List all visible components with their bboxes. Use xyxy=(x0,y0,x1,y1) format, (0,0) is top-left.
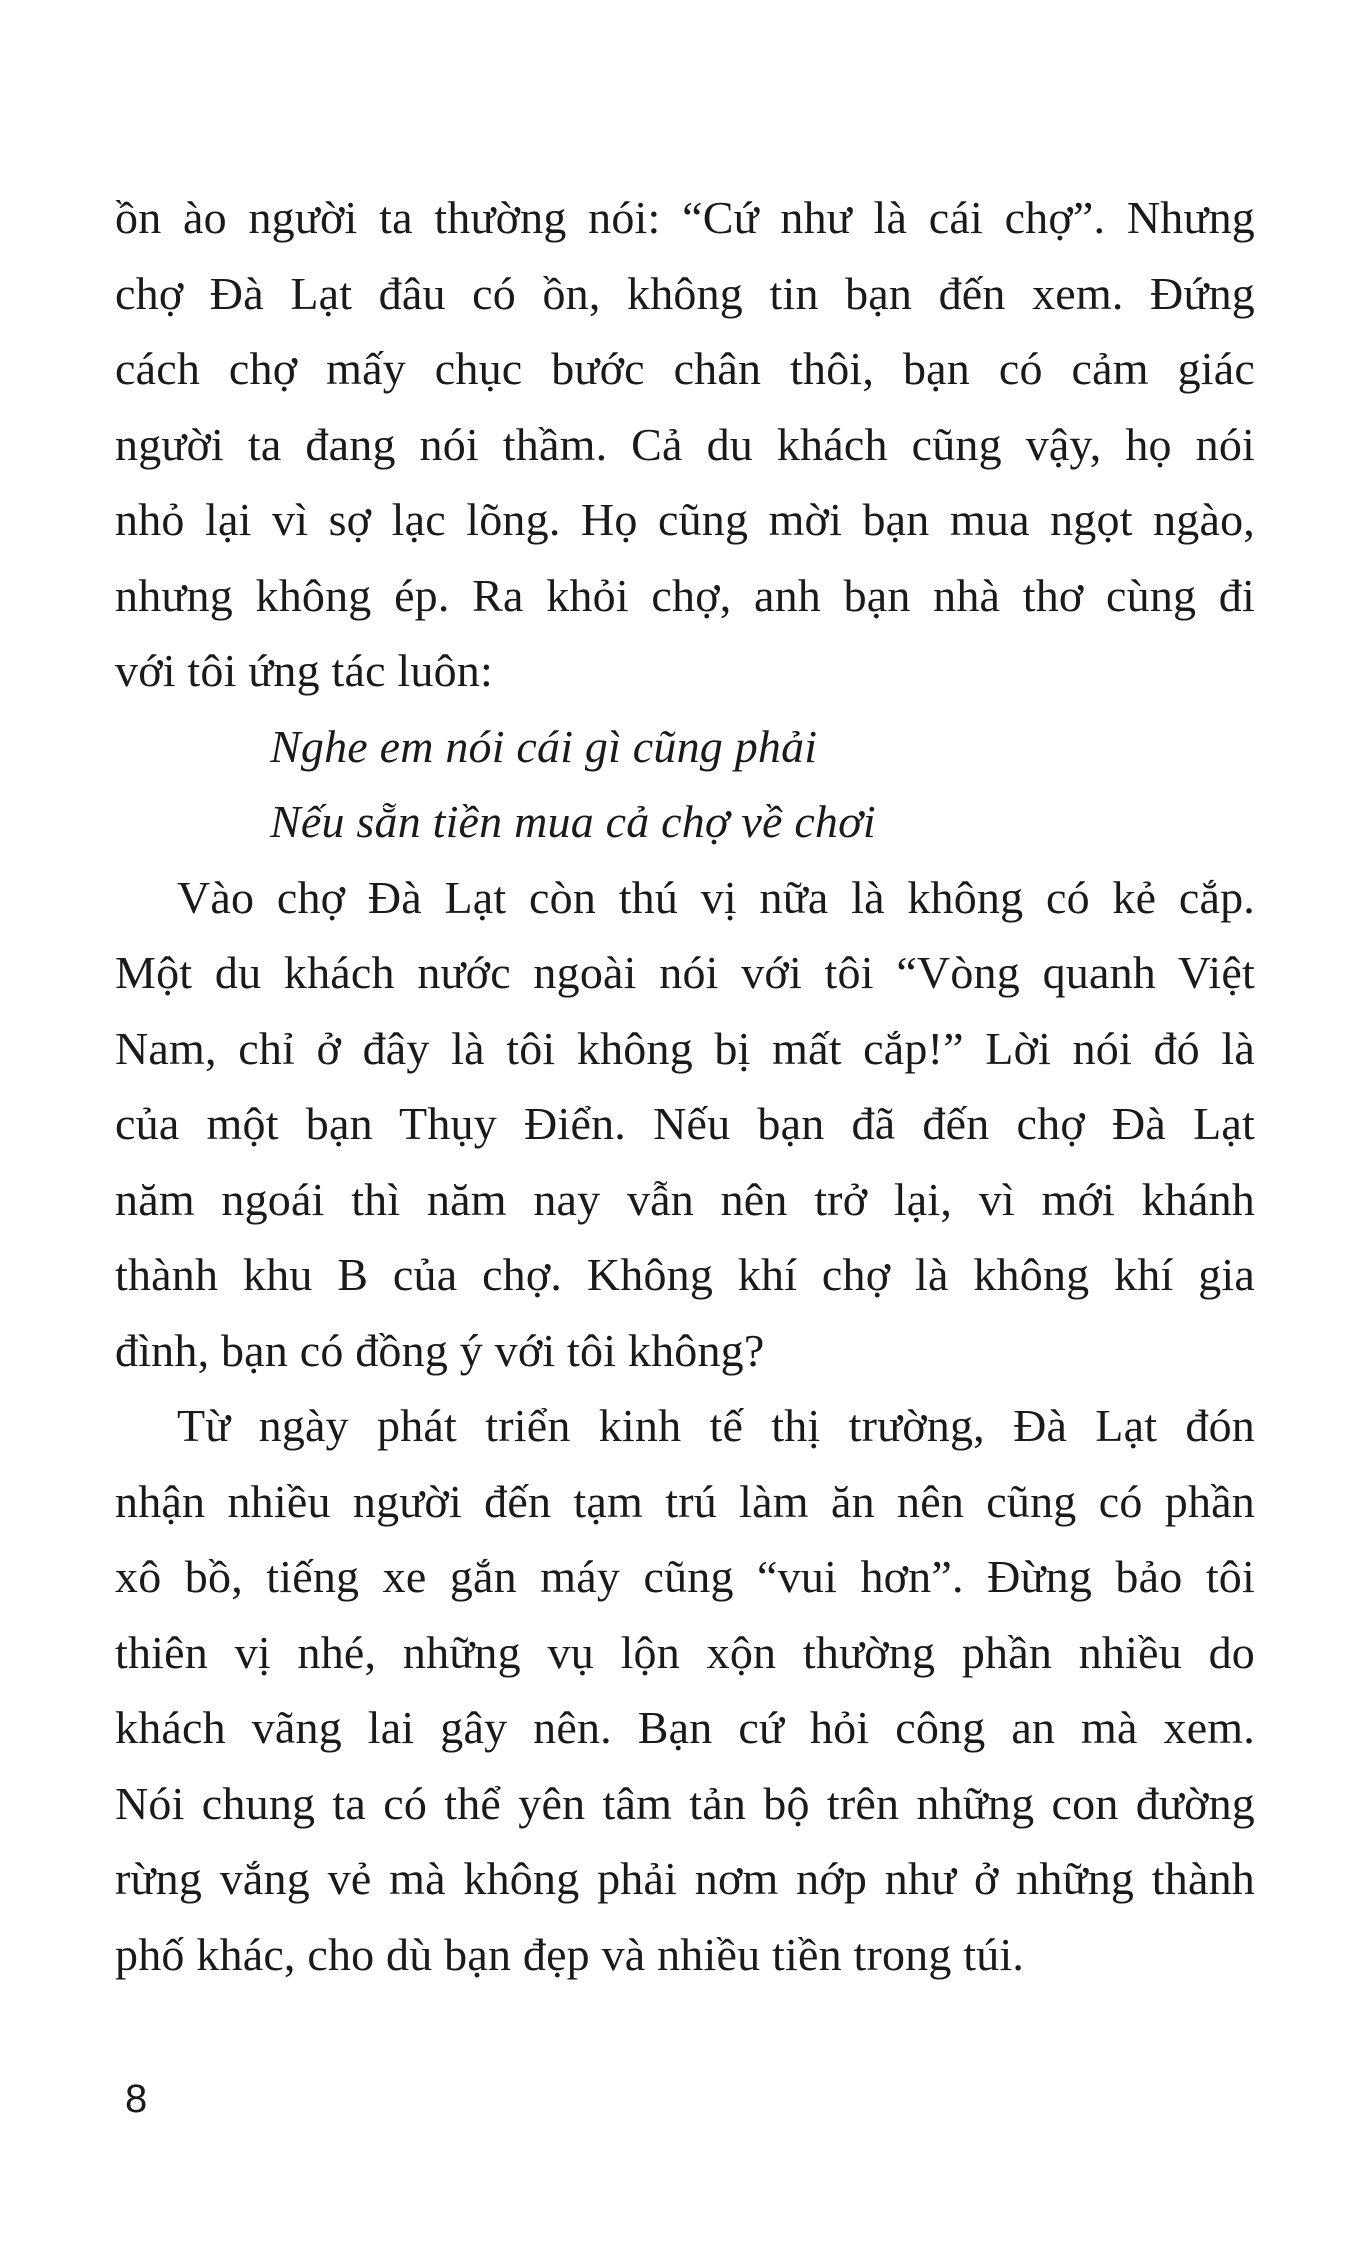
text-line: nhỏ lại vì sợ lạc lõng. Họ cũng mời bạn mua ngọt ngào, xyxy=(115,494,1255,545)
text-line: khách vãng lai gây nên. Bạn cứ hỏi công an mà xem. xyxy=(115,1702,1255,1753)
text-line: đình, bạn có đồng ý với tôi không? xyxy=(115,1324,765,1376)
text-line: thành khu B của chợ. Không khí chợ là không khí gia xyxy=(115,1249,1255,1300)
text-line: thiên vị nhé, những vụ lộn xộn thường phần nhiều do xyxy=(115,1626,1255,1678)
text-line: Nam, chỉ ở đây là tôi không bị mất cắp!” Lời nói đó là xyxy=(115,1022,1255,1074)
text-line: phố khác, cho dù bạn đẹp và nhiều tiền trong túi. xyxy=(115,1928,1025,1980)
text-line: xô bồ, tiếng xe gắn máy cũng “vui hơn”. Đừng bảo tôi xyxy=(115,1551,1255,1602)
text-line: Vào chợ Đà Lạt còn thú vị nữa là không có kẻ cắp. xyxy=(177,871,1255,923)
body-text xyxy=(115,180,1255,1992)
text-line: với tôi ứng tác luôn: xyxy=(115,645,493,696)
poem-line: Nếu sẵn tiền mua cả chợ về chơi xyxy=(270,796,876,847)
text-line: ồn ào người ta thường nói: “Cứ như là cái chợ”. Nhưng xyxy=(115,192,1255,243)
text-line: cách chợ mấy chục bước chân thôi, bạn có cảm giác xyxy=(115,343,1255,394)
page-number: 8 xyxy=(125,2077,148,2121)
poem-line: Nghe em nói cái gì cũng phải xyxy=(270,720,818,772)
text-line: Một du khách nước ngoài nói với tôi “Vòng quanh Việt xyxy=(115,947,1255,998)
text-line: rừng vắng vẻ mà không phải nơm nớp như ở những thành xyxy=(115,1853,1255,1904)
text-line: năm ngoái thì năm nay vẫn nên trở lại, vì mới khánh xyxy=(115,1173,1255,1225)
text-line: chợ Đà Lạt đâu có ồn, không tin bạn đến xem. Đứng xyxy=(115,267,1255,319)
text-line: nhận nhiều người đến tạm trú làm ăn nên cũng có phần xyxy=(115,1475,1255,1527)
text-line: người ta đang nói thầm. Cả du khách cũng vậy, họ nói xyxy=(115,418,1255,470)
text-line: Từ ngày phát triển kinh tế thị trường, Đà Lạt đón xyxy=(177,1400,1255,1451)
text-line: Nói chung ta có thể yên tâm tản bộ trên những con đường xyxy=(115,1777,1255,1829)
text-line: nhưng không ép. Ra khỏi chợ, anh bạn nhà thơ cùng đi xyxy=(115,569,1255,621)
text-line: của một bạn Thụy Điển. Nếu bạn đã đến chợ Đà Lạt xyxy=(115,1098,1255,1149)
